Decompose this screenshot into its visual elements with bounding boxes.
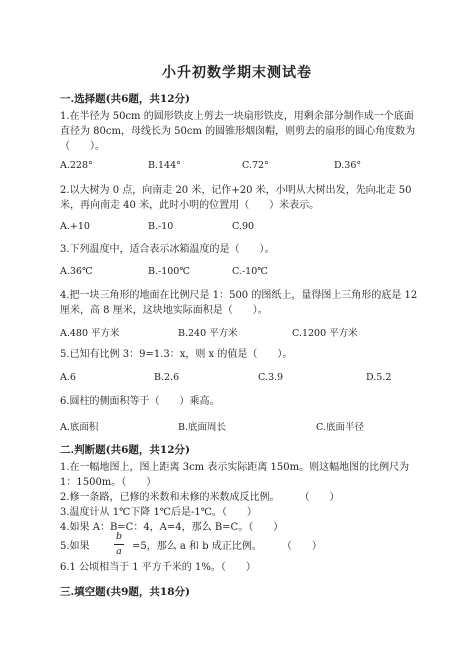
question-text: 1.在一幅地图上，图上距离 3cm 表示实际距离 150m。则这幅地图的比例尺为 1：1500m。（ ） xyxy=(60,462,410,488)
question-text: 3.下列温度中，适合表示冰箱温度的是（ ）。 xyxy=(60,244,275,255)
option: C.3.9 xyxy=(258,372,284,383)
question-suffix: =5，那么 a 和 b 成正比例。 （ ） xyxy=(132,541,322,552)
question-text: 1.在半径为 50cm 的圆形铁皮上剪去一块扇形铁皮，用剩余部分制作成一个底面直径为 80cm，母线长为 50cm 的圆锥形烟囱帽，则剪去的扇形的圆心角度数为（ ）。 xyxy=(60,111,416,152)
option: C.1200 平方米 xyxy=(292,328,358,339)
option: A.+10 xyxy=(60,221,90,232)
option: C.底面半径 xyxy=(316,422,364,433)
options-row xyxy=(60,325,418,339)
question-text: 4.如果 A：B=C：4，A=4，那么 B=C。（ ） xyxy=(60,522,284,533)
section-heading-fill: 三.填空题(共9题，共18分) xyxy=(60,586,191,598)
fraction-numerator: b xyxy=(115,531,123,542)
option: A.228° xyxy=(60,160,93,171)
section-heading-judge: 二.判断题(共6题，共12分) xyxy=(60,444,191,456)
options-row xyxy=(60,372,418,386)
page-title: 小升初数学期末测试卷 xyxy=(162,65,312,81)
option: C.-10℃ xyxy=(232,266,268,277)
option: D.36° xyxy=(334,160,362,171)
question-text: 5.已知有比例 3：9=1.3：x，则 x 的值是（ ）。 xyxy=(60,349,293,360)
option: A.480 平方米 xyxy=(60,328,120,339)
section-heading-choice: 一.选择题(共6题，共12分) xyxy=(60,93,191,105)
fraction-denominator: a xyxy=(116,546,122,557)
option: B.-100℃ xyxy=(148,266,190,277)
question-fraction-row xyxy=(60,531,418,557)
option: B.240 平方米 xyxy=(178,328,238,339)
option: C.72° xyxy=(242,160,269,171)
question-prefix: 5.如果 xyxy=(60,541,90,552)
option: B.底面周长 xyxy=(178,422,227,433)
question-text: 6.1 公顷相当于 1 平方千米的 1%。（ ） xyxy=(60,562,256,573)
question-text: 3.温度计从 1℃下降 1℃后是-1℃。（ ） xyxy=(60,507,257,518)
question-text: 4.把一块三角形的地面在比例尺是 1：500 的图纸上，量得图上三角形的底是 12 厘米，高 8 厘米，这块地实际面积是（ ）。 xyxy=(60,290,418,316)
option: A.36℃ xyxy=(60,266,93,277)
option: B.-10 xyxy=(148,221,174,232)
option: B.144° xyxy=(148,160,181,171)
option: D.5.2 xyxy=(366,372,392,383)
question-text: 2.修一条路，已修的米数和未修的米数成反比例。 （ ） xyxy=(60,492,340,503)
fraction-bar xyxy=(114,544,124,545)
option: A.6 xyxy=(60,372,76,383)
question-text: 6.圆柱的侧面积等于（ ）乘高。 xyxy=(60,396,220,407)
options-row xyxy=(60,419,418,433)
option: A.底面积 xyxy=(60,422,99,433)
option: C.90 xyxy=(232,221,255,232)
option: B.2.6 xyxy=(154,372,180,383)
options-row xyxy=(60,221,418,235)
question-text: 2.以大树为 0 点，向南走 20 米，记作+20 米，小明从大树出发，先向北走 50 米，再向南走 40 米，此时小明的位置用（ ）米表示。 xyxy=(60,185,412,211)
options-row xyxy=(60,266,418,280)
options-row xyxy=(60,160,418,174)
